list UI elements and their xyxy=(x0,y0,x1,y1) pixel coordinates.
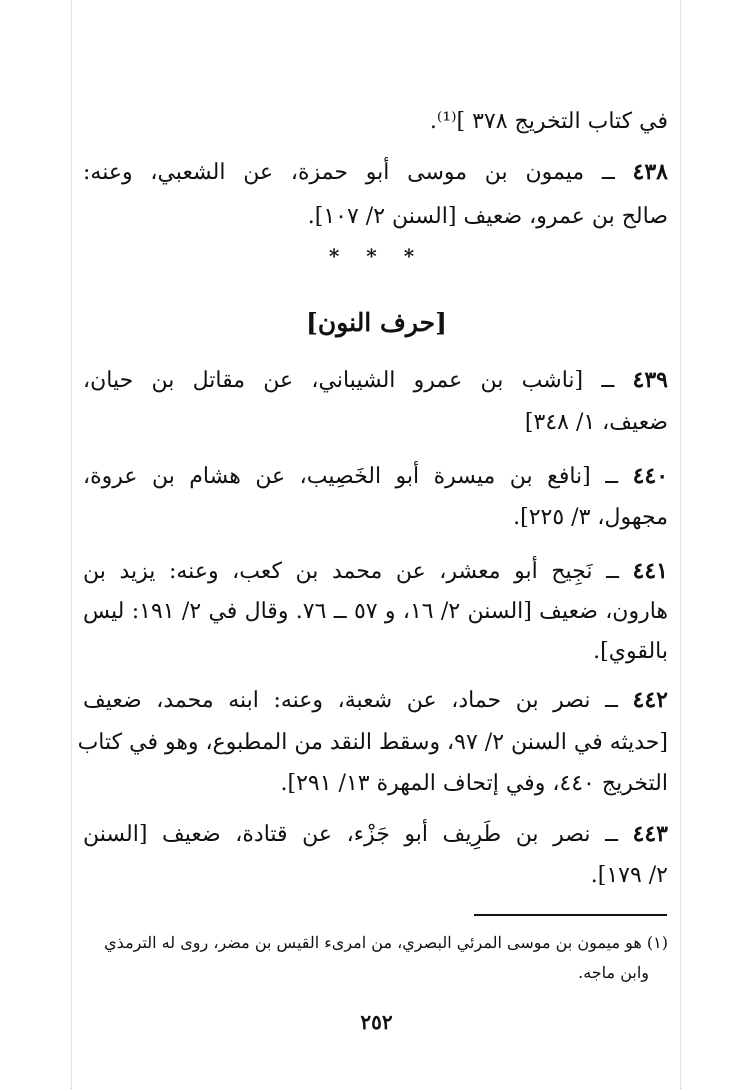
footnote-divider xyxy=(474,914,667,916)
text-line: ٢/ ١٧٩]. xyxy=(590,863,668,888)
entry-number: ٤٤٣ xyxy=(632,821,668,847)
text-line: في كتاب التخريج ٣٧٨ ]⁽¹⁾. xyxy=(429,109,668,134)
section-separator: * * * xyxy=(328,244,425,268)
entry-442: ٤٤٢ ــ نصر بن حماد، عن شعبة، وعنه: ابنه محمد، ضعيف xyxy=(83,687,668,713)
entry-number: ٤٣٨ xyxy=(632,159,668,185)
page-number: ٢٥٢ xyxy=(360,1010,393,1034)
entry-438: ٤٣٨ ــ ميمون بن موسى أبو حمزة، عن الشعبي، وعنه: xyxy=(83,159,668,185)
text-line: ضعيف، ١/ ٣٤٨] xyxy=(524,410,668,435)
scan-guide-line-right xyxy=(680,0,681,1089)
entry-439: ٤٣٩ ــ [ناشب بن عمرو الشيباني، عن مقاتل بن حيان، xyxy=(83,367,668,393)
text-line: بالقوي]. xyxy=(593,639,668,664)
text-line: هارون، ضعيف [السنن ٢/ ١٦، و ٥٧ ــ ٧٦. وقال في ٢/ ١٩١: ليس xyxy=(83,599,669,624)
entry-443: ٤٤٣ ــ نصر بن طَرِيف أبو جَزْء، عن قتادة، ضعيف [السنن xyxy=(83,821,668,847)
entry-441: ٤٤١ ــ نَجِيح أبو معشر، عن محمد بن كعب، وعنه: يزيد بن xyxy=(83,558,668,584)
footnote-text: (١) هو ميمون بن موسى المرئي البصري، من امرىء القيس بن مضر، روى له الترمذي xyxy=(104,933,668,952)
text-line: مجهول، ٣/ ٢٢٥]. xyxy=(513,505,668,530)
entry-number: ٤٤٠ xyxy=(632,463,669,489)
entry-number: ٤٤٢ xyxy=(632,687,668,713)
entry-number: ٤٣٩ xyxy=(632,367,668,393)
text-line: التخريج ٤٤٠، وفي إتحاف المهرة ١٣/ ٢٩١]. xyxy=(280,771,668,796)
text-line: [حديثه في السنن ٢/ ٩٧، وسقط النقد من المطبوع، وهو في كتاب xyxy=(77,730,668,755)
entry-number: ٤٤١ xyxy=(632,558,668,584)
entry-440: ٤٤٠ ــ [نافع بن ميسرة أبو الخَصِيب، عن هشام بن عروة، xyxy=(83,463,669,489)
text-line: صالح بن عمرو، ضعيف [السنن ٢/ ١٠٧]. xyxy=(307,204,668,229)
footnote-text: وابن ماجه. xyxy=(578,963,649,982)
section-heading: [حرف النون] xyxy=(306,308,447,337)
scan-guide-line-left xyxy=(71,0,72,1089)
